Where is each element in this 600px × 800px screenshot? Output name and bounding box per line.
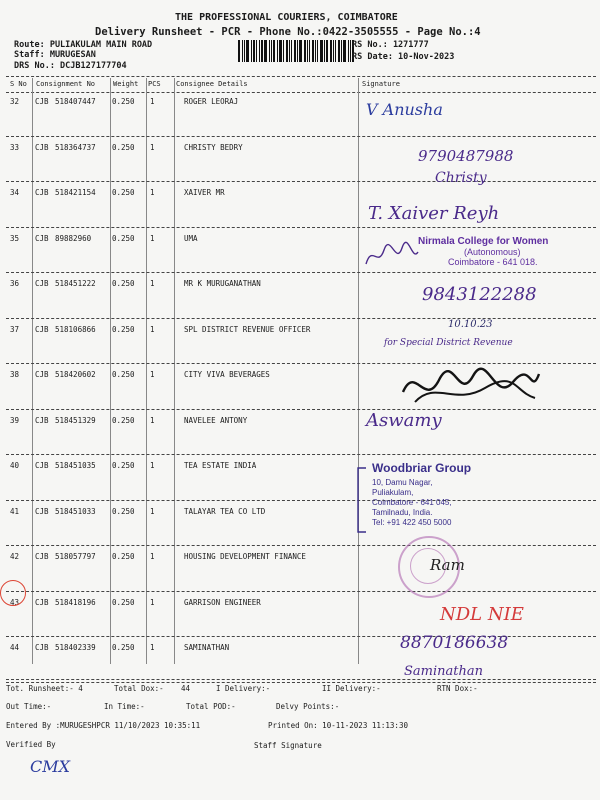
barcode-bar [330,40,332,62]
row-pcs: 1 [150,142,155,152]
row-cjb-prefix: CJB [35,461,49,470]
row-consignment-no: 518057797 [55,552,96,561]
row-separator [6,591,596,592]
woodbriar-line1: 10, Damu Nagar, [372,478,433,487]
barcode-bar [253,40,255,62]
barcode-bar [320,40,323,62]
row-weight: 0.250 [112,188,135,197]
row-sno: 35 [10,233,20,243]
barcode-bar [348,40,349,62]
barcode-bar [283,40,284,62]
stamp-nirmala-line1: Nirmala College for Women [418,236,549,247]
barcode-bar [309,40,310,62]
row-sno: 38 [10,370,20,379]
barcode-bar [294,40,296,62]
barcode-bar [335,40,336,62]
row-sno: 34 [10,188,20,197]
woodbriar-line4: Tamilnadu, India. [372,508,433,517]
stamp-woodbriar [352,458,512,538]
signature-39: Aswamy [366,410,442,431]
row-cjb-prefix: CJB [35,415,49,425]
row-weight: 0.250 [112,370,135,379]
entered-by: Entered By :MURUGESHPCR 11/10/2023 10:35:11 [6,721,201,730]
delvy-points-label: Delvy Points:- [276,702,340,711]
row-consignee: SAMINATHAN [184,643,230,652]
barcode-bar [304,40,306,62]
row-separator [6,272,596,273]
row-consignment-no: 518402339 [55,643,96,652]
row-cjb-prefix: CJB [35,142,49,152]
header-bottom-rule [6,92,596,93]
row-cjb-prefix: CJB [35,279,49,288]
row-sno: 32 [10,97,20,106]
row-pcs: 1 [150,597,155,607]
row-consignee: TALAYAR TEA CO LTD [184,506,266,516]
barcode-bar [341,40,342,62]
phone-36: 9843122288 [422,284,537,305]
in-time-label: In Time:- [104,702,145,711]
barcode-bar [297,40,298,62]
signature-42: Ram [430,556,465,574]
barcode-bar [307,40,308,62]
row-separator [6,181,596,182]
total-pod-label: Total POD:- [186,702,236,711]
row-separator [6,682,596,683]
barcode [238,40,348,62]
barcode-bar [273,40,275,62]
signature-38-scribble [395,362,545,412]
barcode-bar [291,40,292,62]
row-weight: 0.250 [112,324,135,334]
row-cjb-prefix: CJB [35,643,49,652]
row-consignee: MR K MURUGANATHAN [184,279,261,288]
barcode-bar [326,40,328,62]
row-consignment-no: 518451033 [55,506,96,516]
stamp-nirmala [418,236,548,267]
row-cjb-prefix: CJB [35,233,49,243]
stamp-bracket [352,466,370,534]
barcode-bar [271,40,272,62]
row-consignment-no: 518421154 [55,188,96,197]
row-separator [6,136,596,137]
drs-number: DRS No.: DCJB127177704 [14,61,127,71]
woodbriar-line3: Coimbatore - 641 045, [372,498,452,507]
barcode-bar [289,40,290,62]
signature-44: Saminathan [404,664,483,679]
row-consignment-no: 518451329 [55,415,96,425]
row-pcs: 1 [150,461,155,470]
row-weight: 0.250 [112,97,135,106]
row-weight: 0.250 [112,233,135,243]
barcode-bar [286,40,288,62]
row-weight: 0.250 [112,597,135,607]
row-weight: 0.250 [112,552,135,561]
row-cjb-prefix: CJB [35,370,49,379]
row-cjb-prefix: CJB [35,552,49,561]
barcode-bar [312,40,314,62]
row-pcs: 1 [150,279,155,288]
phone-33: 9790487988 [418,147,514,165]
row-pcs: 1 [150,324,155,334]
verified-signature: CMX [30,757,71,776]
rtn-dox-label: RTN Dox:- [437,684,478,693]
row-pcs: 1 [150,233,155,243]
row-consignee: CITY VIVA BEVERAGES [184,370,270,379]
row-consignee: NAVELEE ANTONY [184,415,248,425]
row-sno: 40 [10,461,20,470]
printed-on: Printed On: 10-11-2023 11:13:30 [268,721,408,730]
row-sno: 44 [10,643,20,652]
row-cjb-prefix: CJB [35,188,49,197]
header-top-rule [6,76,596,77]
row-separator [6,227,596,228]
barcode-bar [299,40,302,62]
row-consignee: GARRISON ENGINEER [184,597,261,607]
barcode-bar [333,40,334,62]
row-sno: 37 [10,324,20,334]
barcode-bar [277,40,278,62]
col-header-sno: S No [10,80,27,88]
tot-runsheet: Tot. Runsheet:- 4 [6,684,83,693]
row-consignee: ROGER LEORAJ [184,97,239,106]
row-cjb-prefix: CJB [35,597,49,607]
phone-44: 8870186638 [400,633,509,653]
i-delivery-label: I Delivery:- [216,684,271,693]
row-pcs: 1 [150,370,155,379]
col-separator [110,78,111,664]
barcode-bar [317,40,318,62]
out-time-label: Out Time:- [6,702,52,711]
barcode-bar [244,40,245,62]
barcode-bar [343,40,346,62]
row-consignment-no: 518407447 [55,97,96,106]
woodbriar-line2: Puliakulam, [372,488,414,497]
row-cjb-prefix: CJB [35,324,49,334]
row-weight: 0.250 [112,506,135,516]
woodbriar-name: Woodbriar Group [372,461,472,475]
row-consignment-no: 89882960 [55,233,92,243]
row-pcs: 1 [150,97,155,106]
row-weight: 0.250 [112,279,135,288]
col-header-signature: Signature [362,80,400,88]
footer-rule [6,679,596,680]
col-separator [174,78,175,664]
row-pcs: 1 [150,188,155,197]
signature-33: Christy [435,170,487,186]
row-sno: 43 [10,597,20,607]
row-weight: 0.250 [112,415,135,425]
signature-35-scribble [362,238,422,272]
row-consignee: XAIVER MR [184,188,225,197]
row-consignee: HOUSING DEVELOPMENT FINANCE [184,552,306,561]
row-separator [6,454,596,455]
col-header-pcs: PCS [148,80,161,88]
col-header-consignment: Consignment No [36,80,96,88]
row-cjb-prefix: CJB [35,506,49,516]
signature-43: NDL NIE [440,604,524,625]
staff-label: Staff: MURUGESAN [14,50,96,60]
row-consignee: TEA ESTATE INDIA [184,461,257,470]
barcode-bar [238,40,240,62]
row-weight: 0.250 [112,461,135,470]
row-weight: 0.250 [112,643,135,652]
row-consignment-no: 518420602 [55,370,96,379]
barcode-bar [246,40,249,62]
row-cjb-prefix: CJB [35,97,49,106]
barcode-bar [324,40,325,62]
row-consignee: SPL DISTRICT REVENUE OFFICER [184,324,311,334]
date-37: 10.10.23 [448,319,493,330]
row-consignment-no: 518418196 [55,597,96,607]
verified-by-label: Verified By [6,740,56,749]
total-dox-label: Total Dox:- [114,684,164,693]
signature-34: T. Xaiver Reyh [368,203,500,224]
row-consignment-no: 518451035 [55,461,96,470]
total-dox-value: 44 [181,684,191,693]
barcode-bar [242,40,243,62]
signature-37: for Special District Revenue [384,338,513,348]
row-sno: 36 [10,279,20,288]
barcode-bar [256,40,257,62]
barcode-bar [269,40,270,62]
rs-date: RS Date: 10-Nov-2023 [352,52,455,62]
row-weight: 0.250 [112,142,135,152]
barcode-bar [261,40,263,62]
row-pcs: 1 [150,552,155,561]
col-separator [358,78,359,664]
ii-delivery-label: II Delivery:- [322,684,381,693]
woodbriar-line5: Tel: +91 422 450 5000 [372,518,452,527]
barcode-bar [264,40,267,62]
barcode-bar [279,40,282,62]
row-sno: 33 [10,142,20,152]
row-sno: 41 [10,506,20,516]
stamp-nirmala-line2: (Autonomous) [464,247,521,257]
company-title: THE PROFESSIONAL COURIERS, COIMBATORE [175,12,398,23]
row-pcs: 1 [150,506,155,516]
barcode-bar [338,40,340,62]
row-consignee: CHRISTY BEDRY [184,142,243,152]
col-separator [32,78,33,664]
rs-number: RS No.: 1271777 [352,40,429,50]
runsheet-subtitle: Delivery Runsheet - PCR - Phone No.:0422-3505555 - Page No.:4 [95,26,481,38]
row-43-circle-mark [0,580,26,606]
signature-32: V Anusha [366,100,443,119]
row-separator [6,318,596,319]
barcode-bar [251,40,252,62]
staff-signature-label: Staff Signature [254,741,322,750]
row-consignment-no: 518451222 [55,279,96,288]
row-consignment-no: 518106866 [55,324,96,334]
col-header-weight: Weight [113,80,139,88]
row-pcs: 1 [150,415,155,425]
col-header-consignee: Consignee Details [176,80,248,88]
row-separator [6,545,596,546]
row-sno: 39 [10,415,20,425]
col-separator [146,78,147,664]
barcode-bar [259,40,260,62]
row-pcs: 1 [150,643,155,652]
row-consignee: UMA [184,233,198,243]
barcode-bar [315,40,316,62]
row-consignment-no: 518364737 [55,142,96,152]
row-sno: 42 [10,552,20,561]
route-label: Route: PULIAKULAM MAIN ROAD [14,40,153,50]
stamp-nirmala-line3: Coimbatore - 641 018. [448,257,538,267]
barcode-bar [350,40,351,62]
